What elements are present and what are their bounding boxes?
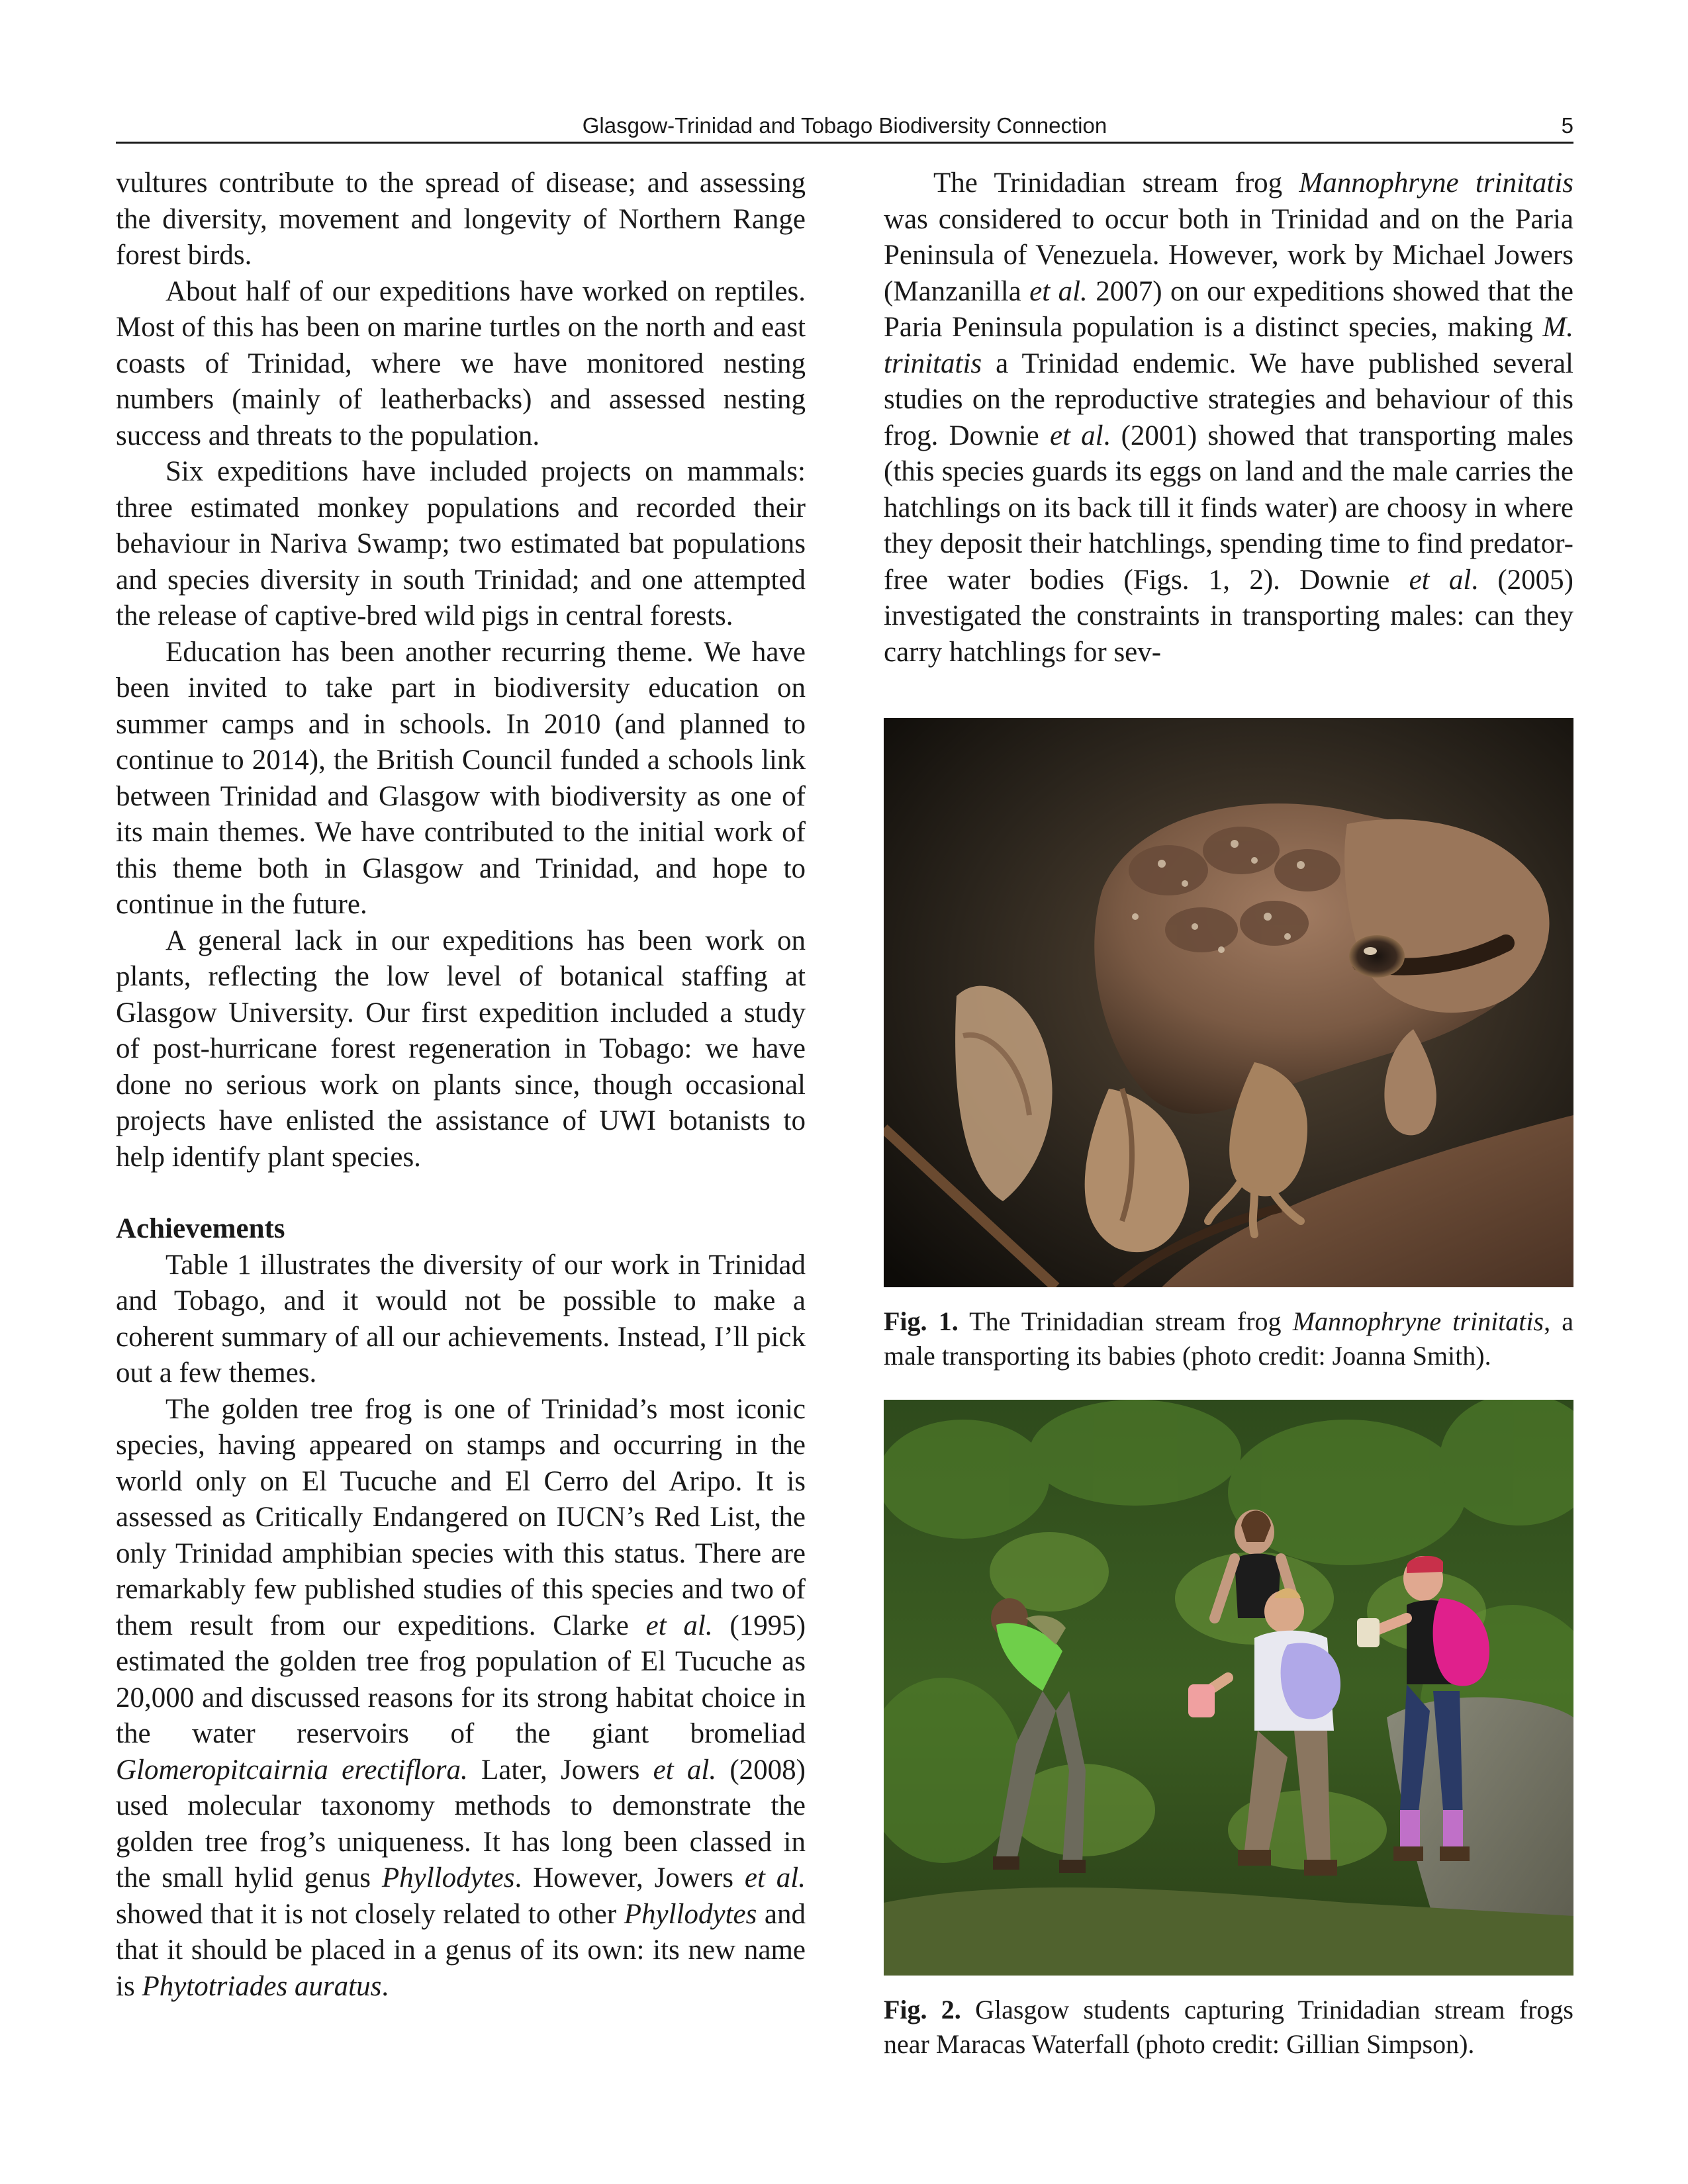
text-run: was considered to occur both in Trinidad and on the Paria Peninsula of Venezuela. However, work by Michael Jowers (Manzanilla	[884, 203, 1573, 307]
italic-run: et al.	[1029, 275, 1088, 307]
text-run: . However, Jowers	[514, 1862, 745, 1893]
paragraph: vultures contribute to the spread of disease; and assessing the diversity, movement and longevity of Northern Range forest birds.	[116, 167, 806, 271]
italic-run: Phyllodytes	[381, 1862, 515, 1893]
italic-run: M. trinitatis	[884, 312, 1573, 379]
figure-2	[884, 1400, 1573, 2062]
running-title: Glasgow-Trinidad and Tobago Biodiversity Connection	[582, 113, 1107, 138]
figure-2-caption	[884, 1993, 1573, 2062]
paragraph: About half of our expeditions have worked on reptiles. Most of this has been on marine turtles on the north and east coasts of Trinidad, where we have monitored nesting numbers (mainly of leatherbacks) and assessed nesting success and threats to the population.	[116, 275, 806, 451]
frog-photo-graphic	[884, 718, 1573, 1287]
header-rule	[116, 142, 1573, 144]
figure-label: Fig. 1.	[884, 1306, 959, 1336]
italic-run: et al	[1049, 420, 1103, 451]
students-photo	[884, 1400, 1573, 1976]
italic-run: et al.	[744, 1862, 806, 1893]
paragraph: Six expeditions have included projects on mammals: three estimated monkey populations and recorded their behaviour in Nariva Swamp; two estimated bat populations and species diversity in south Trinidad; and one attempted the release of captive-bred wild pigs in central forests.	[116, 456, 806, 631]
text-run: showed that it is not closely related to other	[116, 1898, 624, 1930]
right-column	[884, 165, 1573, 670]
paragraph	[884, 165, 1573, 670]
frog-photo	[884, 718, 1573, 1287]
caption-italic: Mannophryne trinitatis	[1292, 1306, 1544, 1336]
text-run: . (2005) investigated the constraints in transporting males: can they carry hatchlings for sev-	[884, 564, 1573, 668]
italic-run: Mannophryne trinitatis	[1299, 167, 1574, 199]
page-number: 5	[1561, 113, 1573, 138]
italic-run: et al.	[653, 1754, 717, 1786]
text-run: Later, Jowers	[467, 1754, 653, 1786]
figure-label: Fig. 2.	[884, 1995, 961, 2025]
running-header	[116, 111, 1573, 140]
text-run: (1995) estimated the golden tree frog population of El Tucuche as 20,000 and discussed reasons for its strong habitat choice in the water reservoirs of the giant bromeliad	[116, 1610, 806, 1749]
students-photo-graphic	[884, 1400, 1573, 1976]
paragraph: A general lack in our expeditions has been work on plants, reflecting the low level of botanical staffing at Glasgow University. Our first expedition included a study of post-hurricane forest regeneration in Tobago: we have done no serious work on plants since, though occasional projects have enlisted the assistance of UWI botanists to help identify plant species.	[116, 925, 806, 1173]
left-column	[116, 165, 806, 2005]
paragraph: Education has been another recurring theme. We have been invited to take part in biodiversity education on summer camps and in schools. In 2010 (and planned to continue to 2014), the British Council funded a schools link between Trinidad and Glasgow with biodiversity as one of its main themes. We have contributed to the initial work of this theme both in Glasgow and Trinidad, and hope to continue in the future.	[116, 636, 806, 920]
text-run: and that it should be placed in a genus of its own: its new name is	[116, 1898, 806, 2002]
figure-1	[884, 718, 1573, 1373]
text-run: The Trinidadian stream frog	[933, 167, 1299, 199]
text-run: .	[381, 1970, 389, 2002]
text-run: . (2001) showed that transporting males (this species guards its eggs on land and the male carries the hatchlings on its back till it finds water) are choosy in where they deposit their hatchlings, spending time to find predator-free water bodies (Figs. 1, 2). Downie	[884, 420, 1573, 596]
caption-text: Glasgow students capturing Trinidadian stream frogs near Maracas Waterfall (photo credit: Gillian Simpson).	[884, 1995, 1574, 2059]
text-run: 2007) on our expeditions showed that the Paria Peninsula population is a distinct species, making	[884, 275, 1573, 343]
italic-run: et al	[1409, 564, 1472, 596]
text-run: The golden tree frog is one of Trinidad’s most iconic species, having appeared on stamps and occurring in the world only on El Tucuche and El Cerro del Aripo. It is assessed as Critically Endangered on IUCN’s Red List, the only Trinidad amphibian species with this status. There are remarkably few published studies of this species and two of them result from our expeditions. Clarke	[116, 1393, 806, 1641]
paragraph: Table 1 illustrates the diversity of our work in Trinidad and Tobago, and it would not be possible to make a coherent summary of all our achievements. Instead, I’ll pick out a few themes.	[116, 1249, 806, 1388]
section-heading: Achievements	[116, 1213, 285, 1244]
caption-text: The Trinidadian stream frog	[958, 1306, 1293, 1336]
italic-run: Glomeropitcairnia erectiflora.	[116, 1754, 468, 1786]
italic-run: et al.	[645, 1610, 713, 1641]
italic-run: Phytotriades auratus	[142, 1970, 382, 2002]
text-run: (2008) used molecular taxonomy methods to demonstrate the golden tree frog’s uniqueness. It has long been classed in the small hylid genus	[116, 1754, 806, 1893]
italic-run: Phyllodytes	[624, 1898, 757, 1930]
figure-1-caption	[884, 1304, 1573, 1373]
text-run: a Trinidad endemic. We have published several studies on the reproductive strategies and behaviour of this frog. Downie	[884, 347, 1573, 451]
caption-text: , a male transporting its babies (photo credit: Joanna Smith).	[884, 1306, 1574, 1371]
paragraph	[116, 1392, 806, 2005]
